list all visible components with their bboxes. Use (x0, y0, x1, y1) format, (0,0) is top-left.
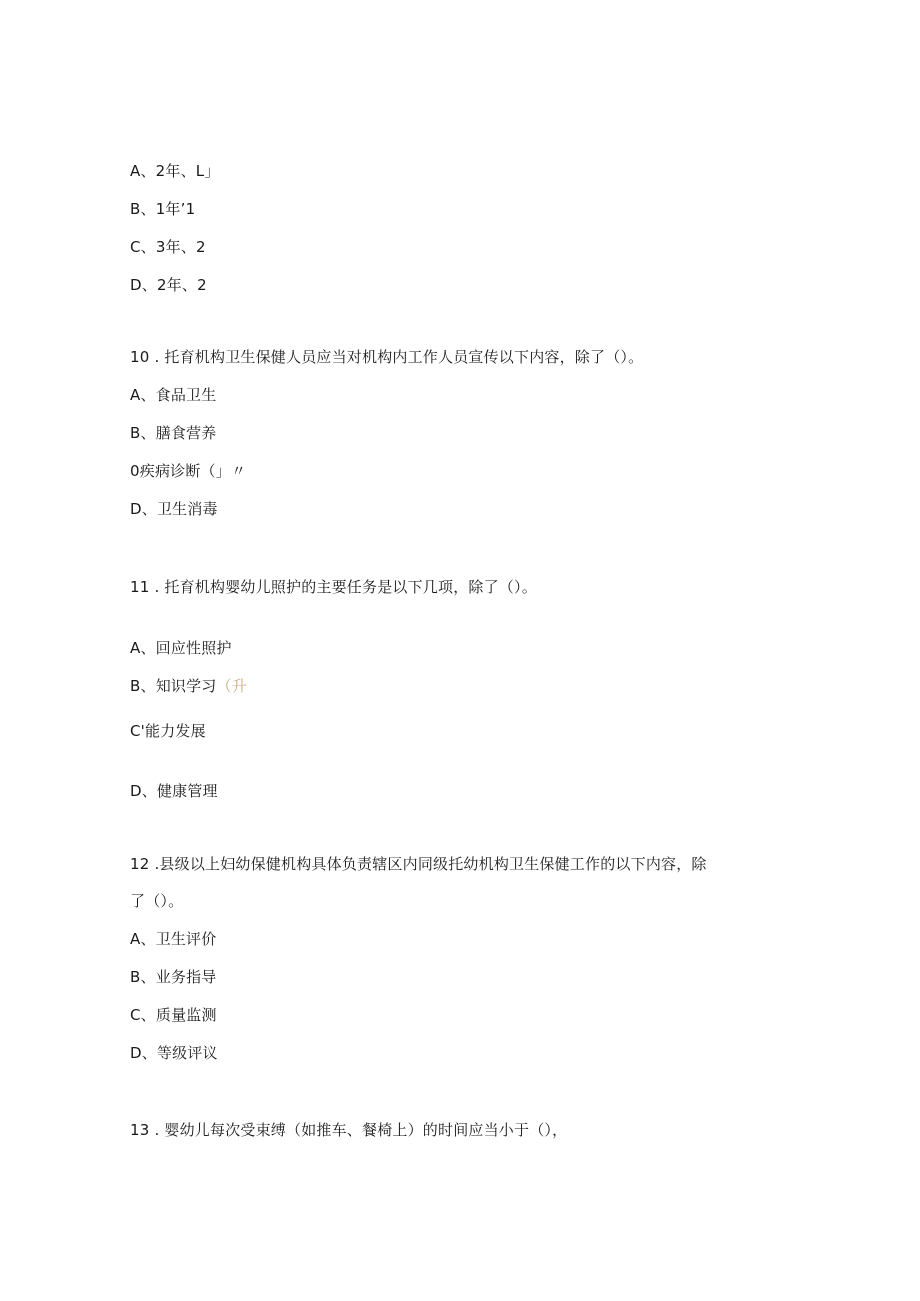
q11-option-a: A、回应性照护 (130, 639, 232, 657)
q11-option-b (130, 676, 247, 696)
q10-option-c: 0疾病诊断（」〃 (130, 462, 247, 480)
q10-option-a: A、食品卫生 (130, 386, 217, 404)
q11-stem: 11 . 托育机构婴幼儿照护的主要任务是以下几项，除了（）。 (130, 578, 537, 596)
q13-stem: 13 . 婴幼儿每次受束缚（如推车、餐椅上）的时间应当小于（）， (130, 1121, 568, 1139)
q12-option-b: B、业务指导 (130, 968, 217, 986)
q10-stem: 10 . 托育机构卫生保健人员应当对机构内工作人员宣传以下内容，除了（）。 (130, 348, 644, 366)
q12-option-a: A、卫生评价 (130, 930, 217, 948)
q9-option-c: C、3年、2 (130, 238, 206, 256)
q12-option-d: D、等级评议 (130, 1044, 218, 1062)
q12-stem-line1: 12 .县级以上妇幼保健机构具体负责辖区内同级托幼机构卫生保健工作的以下内容，除 (130, 855, 707, 873)
q10-option-d: D、卫生消毒 (130, 500, 218, 518)
q9-option-b: B、1年’1 (130, 200, 196, 218)
q11-option-b-mark: （升 (216, 677, 247, 695)
q11-option-b-label: B、知识学习 (130, 677, 217, 695)
q9-option-d: D、2年、2 (130, 276, 207, 294)
q10-option-b: B、膳食营养 (130, 424, 217, 442)
q9-option-a: A、2年、L」 (130, 162, 220, 180)
q11-option-d: D、健康管理 (130, 782, 218, 800)
q11-option-c: C'能力发展 (130, 722, 206, 740)
q12-option-c: C、质量监测 (130, 1006, 217, 1024)
q12-stem-line2: 了（）。 (130, 892, 184, 910)
